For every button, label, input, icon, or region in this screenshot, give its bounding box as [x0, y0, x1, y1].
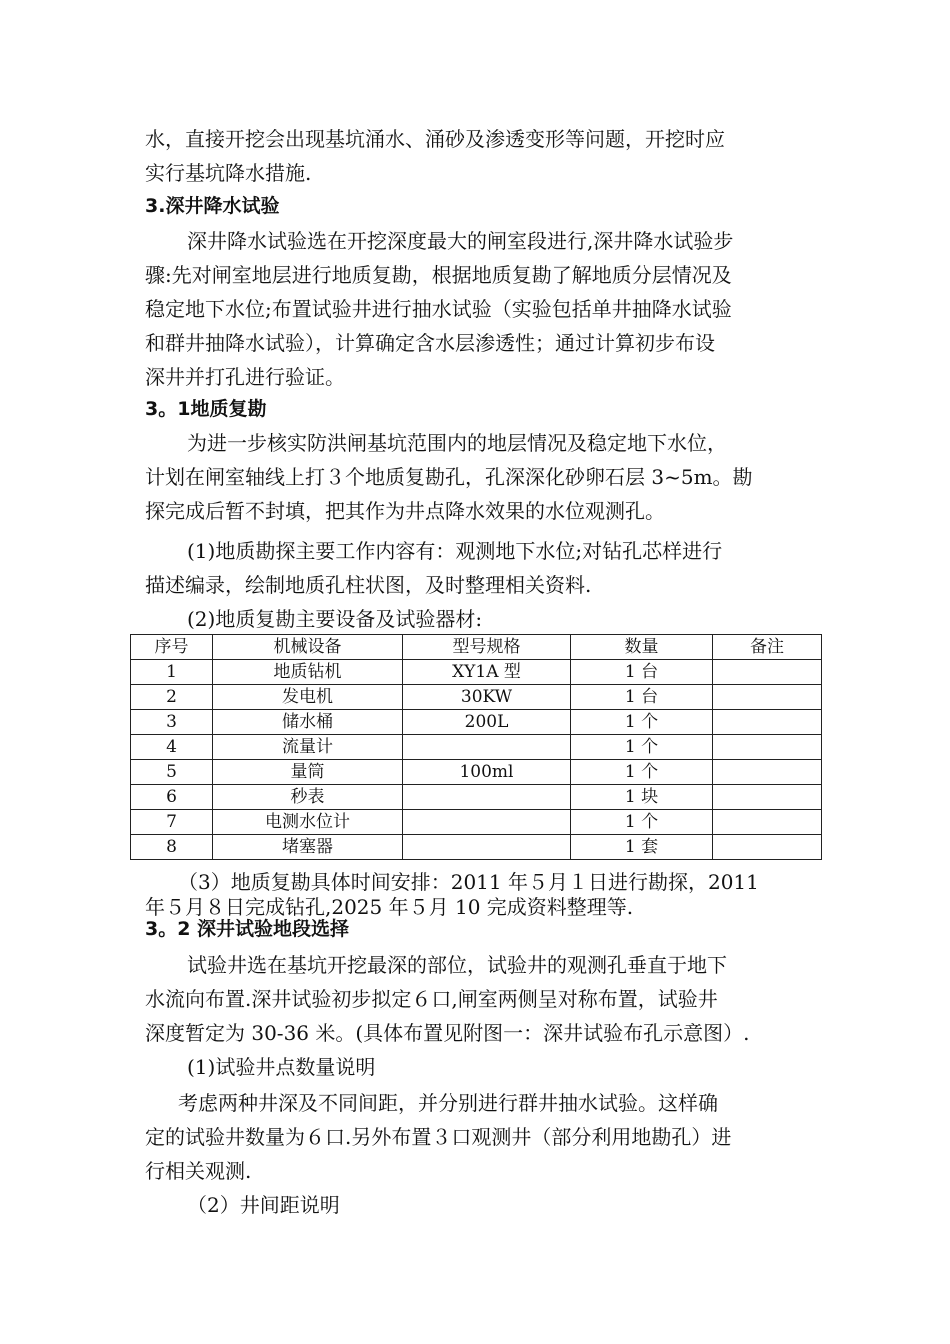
cell-no: 4: [131, 735, 213, 760]
header-cell: 机械设备: [213, 635, 403, 660]
paragraph-line: (1)地质勘探主要工作内容有：观测地下水位;对钻孔芯样进行: [187, 539, 723, 563]
section-heading-3-2: 3。2 深井试验地段选择: [145, 918, 350, 940]
paragraph-line: 探完成后暂不封填，把其作为井点降水效果的水位观测孔。: [145, 499, 665, 523]
cell-remark: [713, 710, 822, 735]
paragraph-line: 水流向布置.深井试验初步拟定６口,闸室两侧呈对称布置，试验井: [145, 987, 718, 1011]
table-row: [131, 835, 822, 860]
cell-model: 100ml: [403, 760, 571, 785]
cell-remark: [713, 735, 822, 760]
cell-model: 30KW: [403, 685, 571, 710]
cell-quantity: 1 套: [571, 835, 713, 860]
header-cell: 备注: [713, 635, 822, 660]
paragraph-line: 计划在闸室轴线上打３个地质复勘孔，孔深深化砂卵石层 3~5m。勘: [145, 465, 753, 489]
cell-remark: [713, 660, 822, 685]
cell-remark: [713, 810, 822, 835]
table-row: [131, 710, 822, 735]
cell-quantity: 1 个: [571, 735, 713, 760]
cell-model: [403, 835, 571, 860]
table-row: [131, 785, 822, 810]
table-row: [131, 760, 822, 785]
cell-remark: [713, 760, 822, 785]
header-cell: 数量: [571, 635, 713, 660]
cell-no: 3: [131, 710, 213, 735]
paragraph-line: 为进一步核实防洪闸基坑范围内的地层情况及稳定地下水位，: [187, 431, 727, 455]
cell-quantity: 1 块: [571, 785, 713, 810]
cell-equipment: 储水桶: [213, 710, 403, 735]
paragraph-line: 和群井抽降水试验），计算确定含水层渗透性；通过计算初步布设: [145, 331, 715, 355]
paragraph-line: 深度暂定为 30-36 米。(具体布置见附图一：深井试验布孔示意图）.: [145, 1021, 750, 1045]
header-cell: 型号规格: [403, 635, 571, 660]
cell-no: 8: [131, 835, 213, 860]
table-header-row: [131, 635, 822, 660]
paragraph-line: (1)试验井点数量说明: [187, 1055, 376, 1079]
cell-no: 5: [131, 760, 213, 785]
paragraph-line: 年５月８日完成钻孔,2025 年５月 10 完成资料整理等.: [145, 895, 634, 919]
cell-equipment: 流量计: [213, 735, 403, 760]
paragraph-line: 实行基坑降水措施.: [145, 161, 312, 185]
paragraph-line: （3）地质复勘具体时间安排：2011 年５月１日进行勘探，2011: [178, 870, 759, 894]
paragraph-line: 深井降水试验选在开挖深度最大的闸室段进行,深井降水试验步: [187, 229, 734, 253]
cell-remark: [713, 785, 822, 810]
table-row: [131, 810, 822, 835]
cell-model: XY1A 型: [403, 660, 571, 685]
section-heading-3-1: 3。1地质复勘: [145, 398, 267, 420]
cell-remark: [713, 835, 822, 860]
cell-quantity: 1 台: [571, 660, 713, 685]
section-heading-3: 3.深井降水试验: [145, 195, 280, 217]
equipment-table: [130, 634, 822, 860]
cell-quantity: 1 个: [571, 710, 713, 735]
cell-equipment: 地质钻机: [213, 660, 403, 685]
paragraph-line: （2）井间距说明: [187, 1193, 340, 1217]
cell-equipment: 量筒: [213, 760, 403, 785]
cell-remark: [713, 685, 822, 710]
paragraph-line: 试验井选在基坑开挖最深的部位，试验井的观测孔垂直于地下: [187, 953, 727, 977]
cell-no: 1: [131, 660, 213, 685]
table-row: [131, 735, 822, 760]
paragraph-line: 描述编录，绘制地质孔柱状图，及时整理相关资料.: [145, 573, 592, 597]
cell-model: [403, 785, 571, 810]
cell-equipment: 发电机: [213, 685, 403, 710]
cell-no: 6: [131, 785, 213, 810]
paragraph-line: 水，直接开挖会出现基坑涌水、涌砂及渗透变形等问题，开挖时应: [145, 127, 725, 151]
paragraph-line: 考虑两种井深及不同间距，并分别进行群井抽水试验。这样确: [178, 1091, 718, 1115]
cell-no: 2: [131, 685, 213, 710]
cell-equipment: 电测水位计: [213, 810, 403, 835]
cell-quantity: 1 个: [571, 810, 713, 835]
cell-equipment: 堵塞器: [213, 835, 403, 860]
cell-quantity: 1 台: [571, 685, 713, 710]
paragraph-line: 定的试验井数量为６口.另外布置３口观测井（部分利用地勘孔）进: [145, 1125, 732, 1149]
table-row: [131, 685, 822, 710]
cell-model: [403, 810, 571, 835]
cell-equipment: 秒表: [213, 785, 403, 810]
table-row: [131, 660, 822, 685]
paragraph-line: 稳定地下水位;布置试验井进行抽水试验（实验包括单井抽降水试验: [145, 297, 732, 321]
cell-model: 200L: [403, 710, 571, 735]
table-caption: (2)地质复勘主要设备及试验器材:: [187, 607, 483, 631]
cell-quantity: 1 个: [571, 760, 713, 785]
paragraph-line: 骤:先对闸室地层进行地质复勘，根据地质复勘了解地质分层情况及: [145, 263, 732, 287]
paragraph-line: 深井并打孔进行验证。: [145, 365, 345, 389]
header-cell: 序号: [131, 635, 213, 660]
cell-model: [403, 735, 571, 760]
cell-no: 7: [131, 810, 213, 835]
paragraph-line: 行相关观测.: [145, 1159, 252, 1183]
